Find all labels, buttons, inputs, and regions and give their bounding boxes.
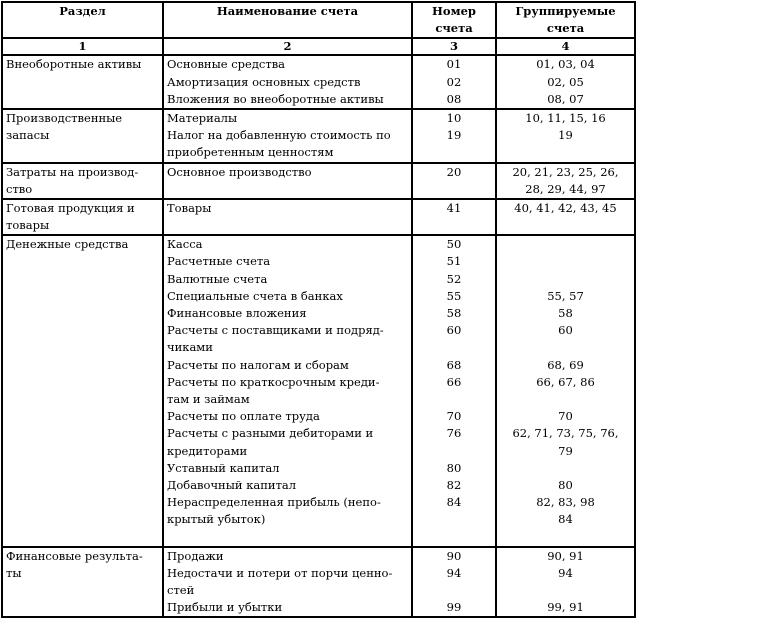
- header-account-number-line2: счета: [435, 21, 473, 36]
- account-number: 02: [446, 74, 462, 89]
- section-row: [2, 199, 635, 235]
- section-row: [2, 547, 635, 618]
- header-grouped-accounts-line1: Группируемые: [515, 4, 616, 18]
- grouped-accounts-line: 99, 91: [547, 600, 584, 615]
- account-number: 55: [446, 288, 462, 303]
- account-name-line: крытый убыток): [167, 512, 266, 527]
- account-number: 10: [446, 110, 462, 125]
- grouped-accounts-line: 70: [558, 409, 573, 424]
- section-title-line: Производственные: [6, 110, 123, 125]
- header-account-number-line1: Номер: [432, 4, 476, 18]
- grouped-accounts-line: 10, 11, 15, 16: [525, 110, 606, 125]
- grouped-accounts-cell: [496, 547, 635, 618]
- grouped-accounts-cell: [496, 235, 635, 546]
- header-account-number: [412, 2, 496, 38]
- account-name-cell: [163, 199, 412, 235]
- account-name-line: Расчеты по краткосрочным креди-: [167, 374, 380, 389]
- account-name-line: [167, 181, 408, 198]
- account-name-line: Расчетные счета: [167, 254, 271, 269]
- section-title-cell: [2, 109, 163, 163]
- section-row: [2, 163, 635, 199]
- account-number: 41: [446, 200, 462, 215]
- account-name-cell: [163, 235, 412, 546]
- column-number-4: 4: [496, 38, 635, 55]
- account-number: 76: [446, 426, 462, 441]
- grouped-accounts-line: 66, 67, 86: [536, 374, 595, 389]
- grouped-accounts-line: 84: [558, 512, 573, 527]
- account-number: 52: [446, 271, 462, 286]
- account-number: [416, 181, 492, 198]
- account-name-line: Финансовые вложения: [167, 306, 307, 320]
- grouped-accounts-line: 58: [558, 306, 573, 320]
- account-number: 80: [446, 460, 462, 475]
- account-number: 50: [446, 237, 462, 252]
- section-row: [2, 109, 635, 163]
- account-name-cell: [163, 55, 412, 109]
- account-number: 19: [446, 128, 462, 143]
- account-number: 94: [446, 565, 462, 580]
- account-name-line: Основное производство: [167, 164, 312, 179]
- grouped-accounts-line: [500, 271, 631, 288]
- column-number-3: 3: [412, 38, 496, 55]
- grouped-accounts-line: 80: [558, 477, 573, 492]
- account-number-cell: [412, 235, 496, 546]
- account-number: [416, 511, 492, 528]
- account-name-line: Недостачи и потери от порчи ценно-: [167, 565, 393, 580]
- section-title-line: ты: [6, 565, 22, 580]
- account-number: [416, 443, 492, 460]
- account-name-line: Амортизация основных средств: [167, 74, 361, 89]
- account-name-line: Материалы: [167, 110, 238, 125]
- account-number: 66: [446, 374, 462, 389]
- grouped-accounts-line: 55, 57: [547, 288, 584, 303]
- account-number: [416, 582, 492, 599]
- grouped-accounts-cell: [496, 55, 635, 109]
- grouped-accounts-line: 40, 41, 42, 43, 45: [514, 200, 617, 215]
- header-grouped-accounts: [496, 2, 635, 38]
- account-number: 68: [446, 357, 462, 372]
- section-title-line: Финансовые результа-: [6, 548, 143, 563]
- account-name-line: Налог на добавленную стоимость по: [167, 128, 391, 143]
- account-name-line: Расчеты по налогам и сборам: [167, 357, 349, 372]
- account-name-cell: [163, 547, 412, 618]
- header-razdel: Раздел: [2, 2, 163, 38]
- grouped-accounts-line: 94: [558, 565, 573, 580]
- grouped-accounts-line: 79: [558, 443, 573, 458]
- grouped-accounts-line: 02, 05: [547, 74, 584, 89]
- account-number: 90: [446, 548, 462, 563]
- grouped-accounts-line: [500, 144, 631, 161]
- account-number-cell: [412, 55, 496, 109]
- grouped-accounts-line: [500, 582, 631, 599]
- grouped-accounts-cell: [496, 163, 635, 199]
- grouped-accounts-line: [500, 460, 631, 477]
- grouped-accounts-line: 28, 29, 44, 97: [525, 181, 606, 196]
- grouped-accounts-cell: [496, 199, 635, 235]
- account-number-cell: [412, 547, 496, 618]
- account-number: [416, 339, 492, 356]
- account-name-line: там и займам: [167, 391, 250, 406]
- account-name-line: Прибыли и убытки: [167, 600, 283, 615]
- account-number: 08: [446, 91, 462, 106]
- column-number-1: 1: [2, 38, 163, 55]
- grouped-accounts-line: 62, 71, 73, 75, 76,: [512, 426, 619, 441]
- account-number: 01: [446, 57, 462, 72]
- section-title-cell: [2, 235, 163, 546]
- account-name-line: Товары: [167, 200, 212, 215]
- account-name-line: Расчеты с разными дебиторами и: [167, 426, 374, 441]
- header-account-name: Наименование счета: [163, 2, 412, 38]
- account-name-cell: [163, 109, 412, 163]
- account-number: [416, 391, 492, 408]
- account-number: 70: [446, 409, 462, 424]
- grouped-accounts-line: [500, 253, 631, 270]
- account-name-line: Основные средства: [167, 57, 286, 72]
- accounts-table: [1, 1, 636, 618]
- grouped-accounts-line: 20, 21, 23, 25, 26,: [512, 164, 619, 179]
- account-name-line: кредиторами: [167, 443, 248, 458]
- section-title-line: Денежные средства: [6, 237, 129, 252]
- account-name-line: Продажи: [167, 548, 224, 563]
- account-number: 60: [446, 323, 462, 338]
- section-title-line: запасы: [6, 128, 50, 143]
- account-name-line: Расчеты с поставщиками и подряд-: [167, 323, 384, 338]
- grouped-accounts-line: 01, 03, 04: [536, 57, 595, 72]
- grouped-accounts-cell: [496, 109, 635, 163]
- account-name-line: Специальные счета в банках: [167, 288, 343, 303]
- account-number-cell: [412, 163, 496, 199]
- grouped-accounts-line: 68, 69: [547, 357, 584, 372]
- account-name-line: чиками: [167, 340, 213, 355]
- account-number: 84: [446, 495, 462, 510]
- header-grouped-accounts-line2: счета: [546, 21, 585, 36]
- section-title-cell: [2, 199, 163, 235]
- account-name-line: приобретенным ценностям: [167, 145, 334, 160]
- section-title-cell: [2, 163, 163, 199]
- account-name-line: Уставный капитал: [167, 460, 280, 475]
- account-name-line: Валютные счета: [167, 271, 268, 286]
- grouped-accounts-line: [500, 339, 631, 356]
- grouped-accounts-line: 08, 07: [547, 91, 584, 106]
- account-name-line: Нераспределенная прибыль (непо-: [167, 495, 381, 510]
- column-number-row: [2, 38, 635, 55]
- account-number-cell: [412, 109, 496, 163]
- section-row: [2, 235, 635, 546]
- column-number-2: 2: [163, 38, 412, 55]
- section-title-cell: [2, 547, 163, 618]
- account-number: 99: [446, 600, 462, 615]
- account-name-line: Вложения во внеоборотные активы: [167, 91, 384, 106]
- section-title-line: Внеоборотные активы: [6, 57, 142, 72]
- account-name-cell: [163, 163, 412, 199]
- section-title-line: товары: [6, 218, 50, 233]
- account-number: 82: [446, 477, 462, 492]
- blank-line: [167, 528, 408, 545]
- account-number-cell: [412, 199, 496, 235]
- section-title-line: Затраты на производ-: [6, 164, 139, 179]
- grouped-accounts-line: 19: [558, 128, 573, 143]
- grouped-accounts-line: 90, 91: [547, 548, 584, 563]
- account-name-line: Добавочный капитал: [167, 477, 297, 492]
- grouped-accounts-line: 82, 83, 98: [536, 495, 595, 510]
- account-number: 20: [446, 164, 462, 179]
- table-body: [2, 55, 635, 617]
- grouped-accounts-line: [500, 236, 631, 253]
- account-name-line: стей: [167, 583, 195, 597]
- grouped-accounts-line: [500, 391, 631, 408]
- section-title-line: ство: [6, 181, 33, 196]
- account-name-line: Расчеты по оплате труда: [167, 409, 320, 424]
- section-title-line: Готовая продукция и: [6, 200, 135, 215]
- section-row: [2, 55, 635, 109]
- account-number: 58: [446, 306, 462, 320]
- section-title-cell: [2, 55, 163, 109]
- account-number: 51: [446, 254, 462, 269]
- header-row: [2, 2, 635, 38]
- account-number: [416, 144, 492, 161]
- grouped-accounts-line: 60: [558, 323, 573, 338]
- account-name-line: Касса: [167, 237, 203, 252]
